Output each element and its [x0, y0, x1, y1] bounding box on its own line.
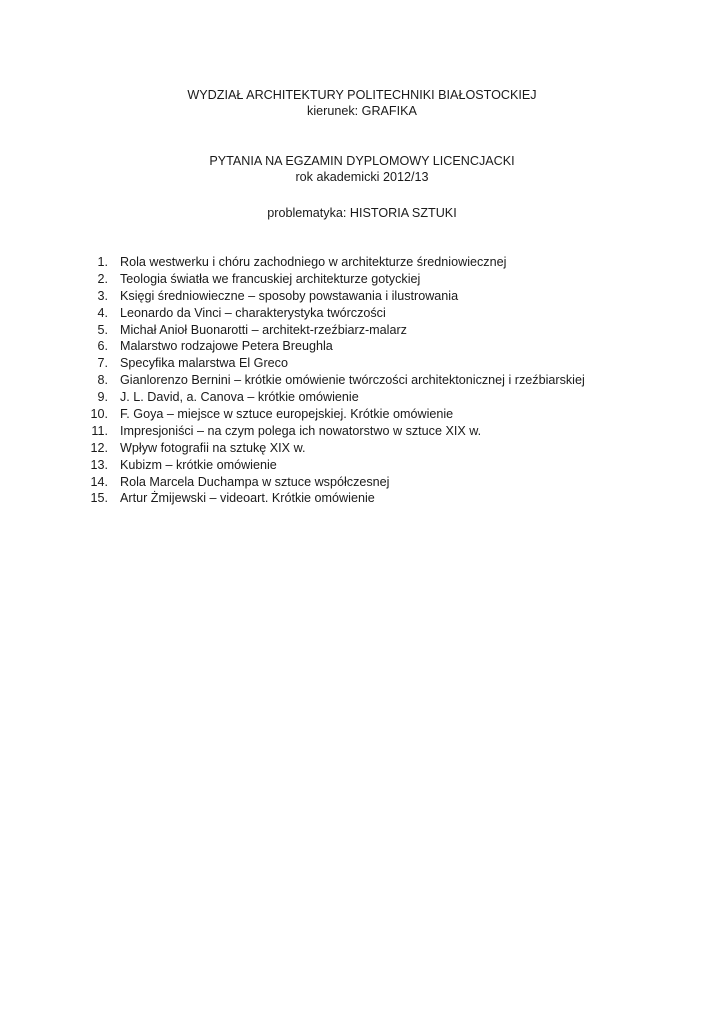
question-text: Księgi średniowieczne – sposoby powstawania i ilustrowania [120, 288, 459, 303]
question-text: Kubizm – krótkie omówienie [120, 457, 277, 472]
question-number: 14. [90, 474, 108, 489]
field-of-study: kierunek: GRAFIKA [307, 104, 417, 118]
question-number: 12. [90, 440, 108, 455]
question-text: F. Goya – miejsce w sztuce europejskiej. Krótkie omówienie [120, 407, 454, 422]
topic-header [0, 205, 724, 221]
question-text: Wpływ fotografii na sztukę XIX w. [120, 440, 306, 455]
question-number: 13. [90, 457, 108, 472]
question-text: J. L. David, a. Canova – krótkie omówienie [120, 390, 359, 405]
list-item [82, 271, 421, 288]
question-text: Malarstwo rodzajowe Petera Breughla [120, 339, 333, 354]
list-item [82, 423, 482, 440]
list-item [82, 457, 277, 474]
question-number: 15. [90, 491, 108, 506]
question-list [82, 254, 585, 507]
academic-year: rok akademicki 2012/13 [295, 170, 429, 184]
question-text: Rola westwerku i chóru zachodniego w architekturze średniowiecznej [120, 255, 507, 269]
list-item [82, 490, 375, 507]
question-number: 10. [90, 407, 108, 422]
question-number: 5. [97, 322, 108, 337]
question-text: Michał Anioł Buonarotti – architekt-rzeźbiarz-malarz [120, 322, 407, 337]
list-item [82, 474, 390, 491]
list-item [82, 338, 333, 355]
question-text: Rola Marcela Duchampa w sztuce współczesnej [120, 474, 390, 489]
question-number: 6. [97, 339, 108, 354]
question-text: Artur Żmijewski – videoart. Krótkie omówienie [120, 491, 375, 506]
question-text: Specyfika malarstwa El Greco [120, 356, 288, 371]
question-number: 9. [97, 390, 108, 405]
list-item [82, 440, 306, 457]
list-item [82, 305, 386, 322]
faculty-header [0, 87, 724, 119]
list-item [82, 322, 407, 339]
question-text: Leonardo da Vinci – charakterystyka twórczości [120, 305, 386, 320]
question-number: 8. [97, 373, 108, 388]
list-item [82, 406, 454, 423]
question-text: Teologia światła we francuskiej architekturze gotyckiej [120, 271, 421, 286]
question-number: 7. [97, 356, 108, 371]
question-number: 1. [97, 255, 108, 269]
list-item [82, 355, 288, 372]
exam-header [0, 153, 724, 185]
exam-title: PYTANIA NA EGZAMIN DYPLOMOWY LICENCJACKI [209, 154, 515, 168]
faculty-name: WYDZIAŁ ARCHITEKTURY POLITECHNIKI BIAŁOSTOCKIEJ [187, 88, 537, 102]
list-item [82, 254, 507, 271]
question-number: 4. [97, 305, 108, 320]
topic-title: problematyka: HISTORIA SZTUKI [267, 206, 457, 220]
question-text: Impresjoniści – na czym polega ich nowatorstwo w sztuce XIX w. [120, 423, 482, 438]
question-number: 11. [91, 423, 108, 438]
list-item [82, 389, 359, 406]
list-item [82, 372, 585, 389]
question-number: 3. [97, 288, 108, 303]
question-number: 2. [97, 271, 108, 286]
list-item [82, 288, 459, 305]
question-text: Gianlorenzo Bernini – krótkie omówienie twórczości architektonicznej i rzeźbiarskiej [120, 373, 585, 388]
